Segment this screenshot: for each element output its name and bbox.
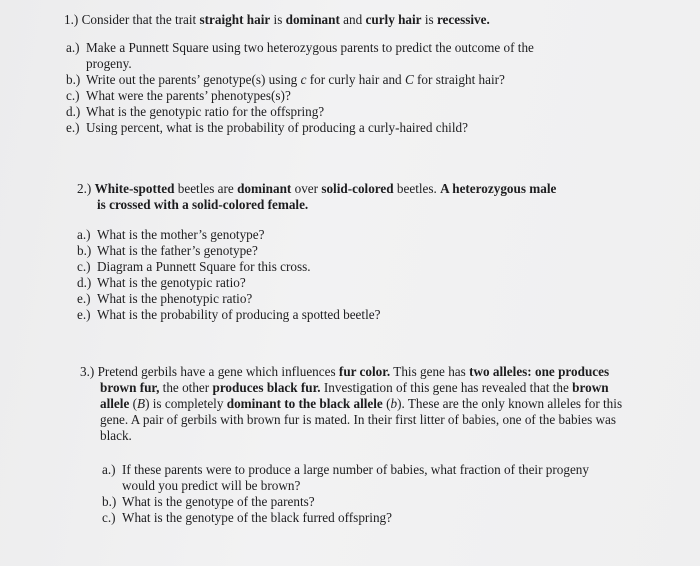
question-3-parts	[80, 462, 625, 526]
question-2-part-f: e.) What is the probability of producing a spotted beetle?	[77, 307, 381, 322]
question-number: 1.)	[64, 12, 79, 27]
question-3-part-c: c.) What is the genotype of the black furred offspring?	[102, 510, 393, 525]
question-2	[77, 181, 637, 323]
question-2-part-c: c.) Diagram a Punnett Square for this cross.	[77, 259, 311, 274]
question-1-part-c: c.) What were the parents’ phenotypes(s)?	[66, 88, 291, 103]
question-2-parts	[77, 227, 637, 323]
question-1-part-d: d.) What is the genotypic ratio for the offspring?	[66, 104, 325, 119]
question-3-prompt: 3.) Pretend gerbils have a gene which influences fur color. This gene has two alleles: one produces brown fur, the other produces black fur. Investigation of this gene has revealed that the brown allele (B) is completely dominant to the black allele (b). These are the only known alleles for this gene. A pair of gerbils with brown fur is mated. In their first litter of babies, one of the babies was black.	[80, 364, 623, 443]
question-2-prompt: 2.) White-spotted beetles are dominant over solid-colored beetles. A heterozygous male is crossed with a solid-colored female.	[77, 181, 557, 212]
question-1	[64, 12, 634, 136]
question-2-part-d: d.) What is the genotypic ratio?	[77, 275, 246, 290]
question-1-part-b: b.) Write out the parents’ genotype(s) using c for curly hair and C for straight hair?	[66, 72, 505, 87]
question-number: 3.)	[80, 364, 95, 379]
question-2-part-e: e.) What is the phenotypic ratio?	[77, 291, 253, 306]
question-2-part-b: b.) What is the father’s genotype?	[77, 243, 258, 258]
question-1-parts	[64, 40, 634, 136]
question-1-part-e: e.) Using percent, what is the probability of producing a curly-haired child?	[66, 120, 468, 135]
question-3	[80, 364, 625, 526]
question-number: 2.)	[77, 181, 92, 196]
question-3-part-a: a.) If these parents were to produce a large number of babies, what fraction of their progeny would you predict will be brown?	[102, 462, 589, 493]
question-1-prompt: 1.) Consider that the trait straight hair is dominant and curly hair is recessive.	[64, 12, 490, 27]
question-3-part-b: b.) What is the genotype of the parents?	[102, 494, 315, 509]
question-2-part-a: a.) What is the mother’s genotype?	[77, 227, 265, 242]
question-1-part-a: a.) Make a Punnett Square using two heterozygous parents to predict the outcome of the progeny.	[66, 40, 534, 71]
